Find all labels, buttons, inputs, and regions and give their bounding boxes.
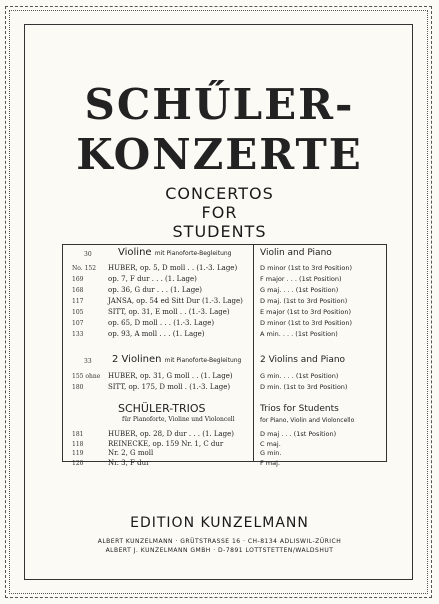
catalog-number: 133 — [72, 331, 84, 338]
catalog-entry-en: D minor (1st to 3rd Position) — [260, 319, 353, 327]
catalog-number: 169 — [72, 276, 84, 283]
section-subheading-trios-en: for Piano, Violin and Violoncello — [260, 417, 355, 424]
section-heading-violinen: 2 Violinen mit Pianoforte-Begleitung — [112, 354, 242, 365]
table-divider — [253, 244, 254, 462]
catalog-entry-en: F maj. — [260, 458, 280, 467]
catalog-entry-en: D maj. (1st to 3rd Position) — [260, 297, 348, 305]
catalog-entry-en: G min. — [260, 449, 282, 457]
cover-title-line1: SCHŰLER- — [84, 80, 355, 129]
catalog-number: 181 — [72, 431, 84, 438]
subtitle-line1: CONCERTOS — [165, 184, 274, 203]
catalog-entry: op. 65, D moll . . . (1.-3. Lage) — [108, 319, 215, 327]
catalog-number: 119 — [72, 450, 84, 457]
section-heading-violine: Violine mit Pianoforte-Begleitung — [118, 247, 232, 258]
catalog-number: 155 ohne — [72, 373, 101, 380]
catalog-entry-en: D maj . . . (1st Position) — [260, 430, 337, 438]
section-heading-violin-en: Violin and Piano — [260, 248, 332, 258]
catalog-entry-en: F major . . . (1st Position) — [260, 275, 342, 283]
catalog-number: No. 152 — [72, 265, 97, 272]
catalog-entry-en: G maj. . . . (1st Position) — [260, 286, 339, 294]
catalog-entry: HUBER, op. 5, D moll . . (1.-3. Lage) — [108, 264, 238, 272]
section-number: 33 — [84, 358, 92, 365]
catalog-entry-en: C maj. — [260, 439, 281, 448]
catalog-entry-en: E major (1st to 3rd Position) — [260, 308, 352, 316]
subtitle-line2: FOR — [201, 203, 238, 222]
section-subheading-trios: für Pianoforte, Violine und Violoncell — [122, 416, 235, 423]
catalog-entry: JANSA, op. 54 ed Sitt Dur (1.-3. Lage) — [108, 297, 243, 305]
publisher-name: EDITION KUNZELMANN — [130, 515, 309, 531]
catalog-entry: Nr. 2, G moll — [108, 449, 154, 457]
catalog-entry-en: D minor (1st to 3rd Position) — [260, 264, 353, 272]
catalog-entry: op. 93, A moll . . . (1. Lage) — [108, 330, 205, 338]
publisher-address-line2: ALBERT J. KUNZELMANN GMBH · D-7891 LOTTSTETTEN/WALDSHUT — [105, 547, 334, 554]
catalog-entry-en: G min. . . . (1st Position) — [260, 372, 339, 380]
section-heading-trios-en: Trios for Students — [260, 404, 339, 414]
catalog-number: 168 — [72, 287, 84, 294]
catalog-number: 118 — [72, 440, 84, 448]
catalog-number: 117 — [72, 298, 84, 305]
catalog-entry: HUBER, op. 28, D dur . . . (1. Lage) — [108, 430, 235, 438]
catalog-entry: SITT, op. 175, D moll . (1.-3. Lage) — [108, 383, 231, 391]
catalog-number: 180 — [72, 384, 84, 391]
subtitle-line3: STUDENTS — [172, 222, 267, 241]
catalog-entry: op. 36, G dur . . . (1. Lage) — [108, 286, 203, 294]
catalog-entry: op. 7, F dur . . . (1. Lage) — [108, 275, 197, 283]
catalog-number: 107 — [72, 320, 84, 327]
catalog-number: 120 — [72, 459, 84, 467]
section-heading-violins-en: 2 Violins and Piano — [260, 355, 346, 365]
catalog-entry-en: A min. . . . (1st Position) — [260, 330, 338, 338]
catalog-entry: REINECKE, op. 159 Nr. 1, C dur — [108, 439, 224, 448]
catalog-entry: HUBER, op. 31, G moll . . (1. Lage) — [108, 372, 233, 380]
catalog-entry: SITT, op. 31, E moll . . (1.-3. Lage) — [108, 308, 230, 316]
section-number: 30 — [84, 251, 92, 258]
catalog-number: 105 — [72, 309, 84, 316]
section-heading-trios: SCHÜLER-TRIOS — [118, 402, 206, 415]
catalog-entry: Nr. 3, F dur — [108, 458, 150, 467]
publisher-address-line1: ALBERT KUNZELMANN · GRÜTSTRASSE 16 · CH-8134 ADLISWIL-ZÜRICH — [97, 538, 342, 545]
cover-title-line2: KONZERTE — [76, 130, 363, 179]
catalog-entry-en: D min. (1st to 3rd Position) — [260, 383, 348, 391]
